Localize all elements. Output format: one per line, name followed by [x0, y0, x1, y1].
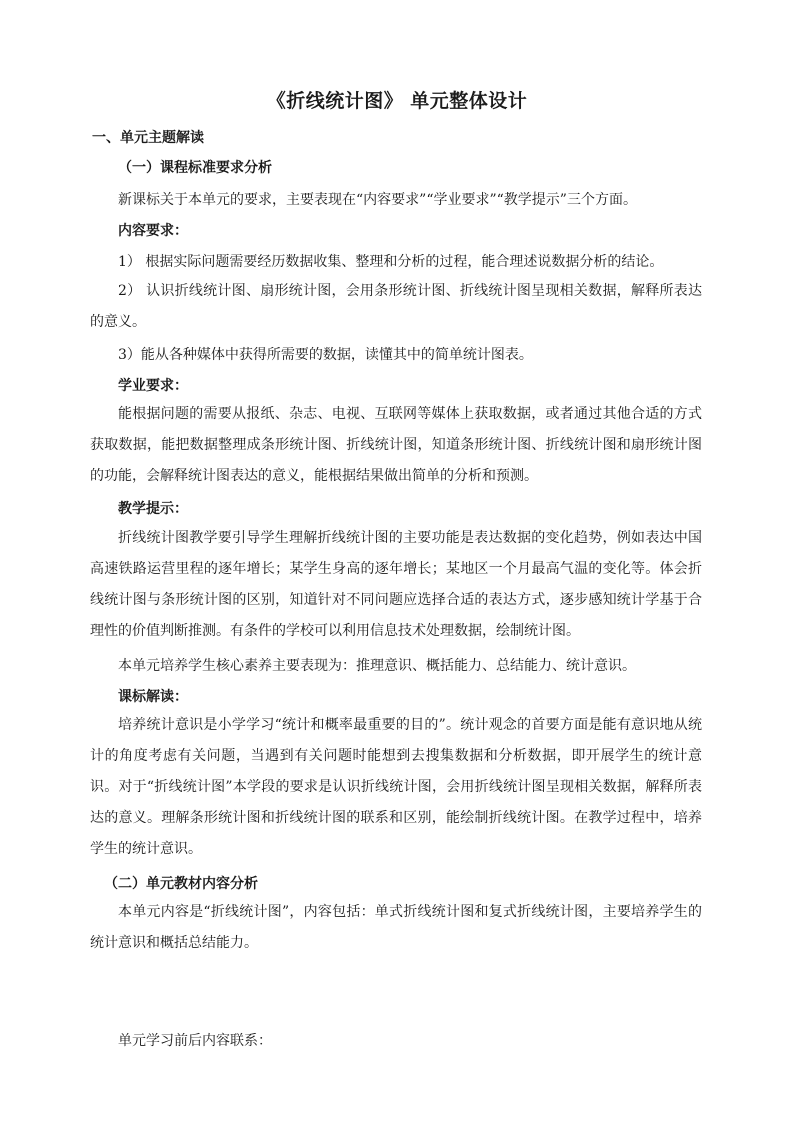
section-heading-unit-theme: 一、单元主题解读	[92, 130, 204, 146]
content-requirements-label: 内容要求：	[118, 223, 188, 239]
curriculum-interpretation-label: 课标解读：	[118, 689, 188, 705]
content-requirement-item-3: 3）能从各种媒体中获得所需要的数据，读懂其中的简单统计图表。	[118, 347, 533, 363]
intro-paragraph: 新课标关于本单元的要求，主要表现在“内容要求”“学业要求”“教学提示”三个方面。	[118, 192, 637, 208]
academic-requirements-paragraph: 能根据问题的需要从报纸、杂志、电视、互联网等媒体上获取数据，或者通过其他合适的方式获取数据，能把数据整理成条形统计图、折线统计图，知道条形统计图、折线统计图和扇形统计图的功能，会解释统计图表达的意义，能根据结果做出简单的分析和预测。	[90, 406, 702, 484]
teaching-tips-paragraph: 折线统计图教学要引导学生理解折线统计图的主要功能是表达数据的变化趋势，例如表达中国高速铁路运营里程的逐年增长；某学生身高的逐年增长；某地区一个月最高气温的变化等。体会折线统计图与条形统计图的区别，知道针对不同问题应选择合适的表达方式，逐步感知统计学基于合理性的价值判断推测。有条件的学校可以利用信息技术处理数据，绘制统计图。	[90, 530, 702, 639]
core-literacy-paragraph: 本单元培养学生核心素养主要表现为：推理意识、概括能力、总结能力、统计意识。	[118, 658, 636, 674]
subsection-heading-curriculum-standard: （一）课程标准要求分析	[118, 160, 272, 176]
document-title: 《折线统计图》 单元整体设计	[266, 90, 528, 112]
unit-content-relation-label: 单元学习前后内容联系：	[118, 1033, 272, 1049]
subsection-heading-material-analysis: （二）单元教材内容分析	[104, 876, 258, 892]
curriculum-interpretation-paragraph: 培养统计意识是小学学习“统计和概率最重要的目的”。统计观念的首要方面是能有意识地从统计的角度考虑有关问题，当遇到有关问题时能想到去搜集数据和分析数据，即开展学生的统计意识。对于“折线统计图”本学段的要求是认识折线统计图，会用折线统计图呈现相关数据，解释所表达的意义。理解条形统计图和折线统计图的联系和区别，能绘制折线统计图。在教学过程中，培养学生的统计意识。	[90, 717, 702, 857]
content-requirement-item-1: 1） 根据实际问题需要经历数据收集、整理和分析的过程，能合理述说数据分析的结论。	[118, 254, 664, 270]
teaching-tips-label: 教学提示：	[118, 501, 188, 517]
academic-requirements-label: 学业要求：	[118, 378, 188, 394]
content-requirement-item-2: 2） 认识折线统计图、扇形统计图，会用条形统计图、折线统计图呈现相关数据，解释所表达的意义。	[90, 283, 702, 330]
material-analysis-paragraph: 本单元内容是“折线统计图”，内容包括：单式折线统计图和复式折线统计图，主要培养学生的统计意识和概括总结能力。	[90, 904, 702, 951]
